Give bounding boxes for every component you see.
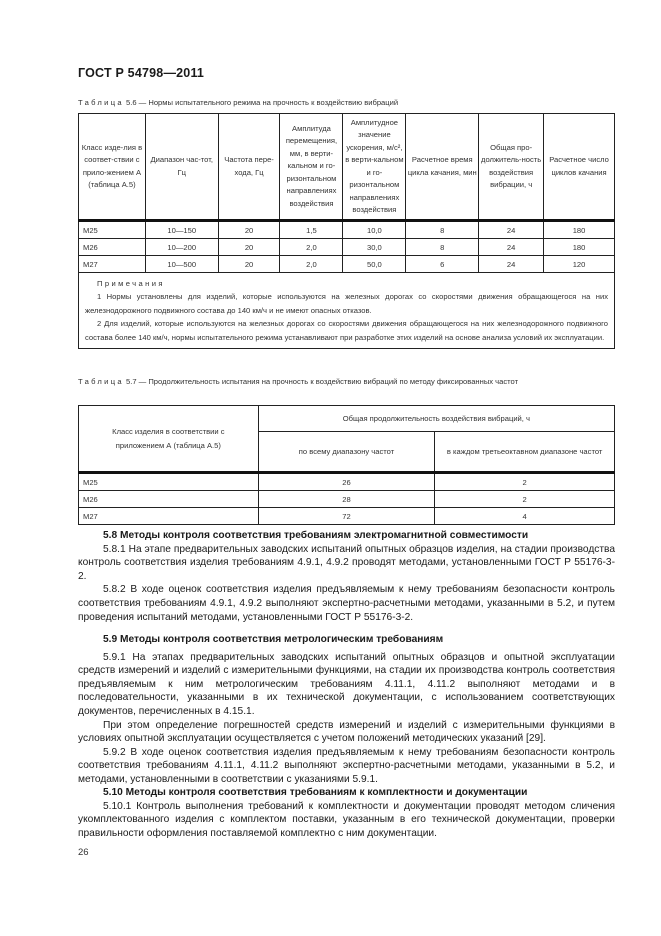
caption-text: 5.7 — Продолжительность испытания на прочность к воздействию вибраций по методу фиксированных частот	[123, 377, 519, 386]
header-acceleration-amplitude: Амплитудное значение ускорения, м/с², в верти-кальном и го-ризонтальном направлениях воздействия	[343, 114, 406, 221]
notes-title: Примечания	[97, 279, 165, 288]
cell: 2,0	[280, 256, 343, 273]
cell: 2,0	[280, 239, 343, 256]
paragraph: При этом определение погрешностей средств измерений и изделий с измерительными функциями в условиях опытной эксплуатации осуществляется с учетом положений методических указаний [29].	[78, 719, 615, 745]
cell: 20	[218, 239, 280, 256]
cell: 24	[479, 256, 544, 273]
cell: 2	[435, 491, 615, 508]
note-2: 2 Для изделий, которые используются на железных дорогах со скоростями движения обращающегося на них железнодорожного подвижного состава более 140 км/ч, нормы испытательного режима устанавливают при разработке этих изделий на основе анализа условий их эксплуатации.	[85, 319, 608, 342]
header-class: Класс изде-лия в соответ-ствии с прило-жением А (таблица А.5)	[79, 114, 146, 221]
table-row	[79, 239, 615, 256]
cell: 10—200	[145, 239, 218, 256]
table-5-7-caption	[78, 375, 615, 388]
cell: 10—150	[145, 221, 218, 239]
cell: 20	[218, 221, 280, 239]
header-displacement-amplitude: Амплитуда перемещения, мм, в верти-кальном и го-ризонтальном направлениях воздействия	[280, 114, 343, 221]
cell: 180	[544, 221, 615, 239]
cell: 24	[479, 221, 544, 239]
table-header-row	[79, 406, 615, 432]
cell: М27	[79, 508, 259, 525]
document-header: ГОСТ Р 54798—2011	[78, 66, 205, 80]
cell: 120	[544, 256, 615, 273]
header-crossover-frequency: Частота пере-хода, Гц	[218, 114, 280, 221]
header-frequency-range: Диапазон час-тот, Гц	[145, 114, 218, 221]
caption-text: 5.6 — Нормы испытательного режима на прочность к воздействию вибраций	[123, 98, 399, 107]
cell: М26	[79, 239, 146, 256]
cell: 2	[435, 473, 615, 491]
cell: 24	[479, 239, 544, 256]
paragraph: 5.10.1 Контроль выполнения требований к комплектности и документации проводят методом сличения укомплектованного изделия с комплектом поставки, указанным в его технической документации, проверки правильности оформления поставляемой комплектно с ним документации.	[78, 800, 615, 839]
notes-row	[79, 273, 615, 349]
cell: М26	[79, 491, 259, 508]
header-total-duration: Общая про-должитель-ность воздействия вибрации, ч	[479, 114, 544, 221]
caption-prefix: Таблица	[78, 98, 124, 107]
header-total-duration: Общая продолжительность воздействия вибраций, ч	[258, 406, 614, 432]
table-row	[79, 491, 615, 508]
section-heading: 5.8 Методы контроля соответствия требованиям электромагнитной совместимости	[103, 530, 529, 541]
cell: 30,0	[343, 239, 406, 256]
cell: 10—500	[145, 256, 218, 273]
cell: 10,0	[343, 221, 406, 239]
section-5-9	[78, 633, 615, 787]
table-row	[79, 508, 615, 525]
note-1: 1 Нормы установлены для изделий, которые используются на железных дорогах со скоростями движения обращающегося на них железнодорожного подвижного состава до 140 км/ч и не имеют опасных отказов.	[85, 292, 608, 315]
section-5-10	[78, 786, 615, 840]
page-number: 26	[78, 847, 89, 858]
header-third-octave: в каждом третьеоктавном диапазоне частот	[435, 432, 615, 473]
section-heading: 5.9 Методы контроля соответствия метрологическим требованиям	[103, 634, 444, 645]
cell: 50,0	[343, 256, 406, 273]
cell: 6	[406, 256, 479, 273]
section-5-8	[78, 529, 615, 624]
paragraph: 5.9.2 В ходе оценок соответствия изделия предъявляемым к нему требованиям безопасности контроль соответствия требованиям 4.11.1, 4.11.2 выполняют экспертно-расчетными методами, указанными в 5.2, и методами, установленными в соответствии с указаниями 5.9.1.	[78, 746, 615, 785]
table-header-row	[79, 114, 615, 221]
table-row	[79, 473, 615, 491]
table-row	[79, 221, 615, 239]
cell: 26	[258, 473, 435, 491]
header-full-range: по всему диапазону частот	[258, 432, 435, 473]
caption-prefix: Таблица	[78, 377, 124, 386]
table-5-7	[78, 405, 615, 525]
cell: 20	[218, 256, 280, 273]
cell: 28	[258, 491, 435, 508]
paragraph: 5.9.1 На этапах предварительных заводских испытаний опытных образцов и опытной эксплуатации средств измерений и изделий с измерительными функциями, на стадии их производства контроль соответствия предъявляемым к ним метрологическим требованиям 4.11.1, 4.11.2 выполняют методами и в последовательности, указанными в их технической документации, с использованием соответствующих документов, перечисленных в 4.15.1.	[78, 651, 615, 717]
table-5-6-caption	[78, 96, 398, 109]
cell: М25	[79, 473, 259, 491]
cell: 8	[406, 239, 479, 256]
paragraph: 5.8.1 На этапе предварительных заводских испытаний опытных образцов изделия, на стадии производства контроль соответствия изделия требованиям 4.9.1, 4.9.2 проводят методами, установленными ГОСТ Р 55176-3-2.	[78, 543, 615, 582]
cell: 72	[258, 508, 435, 525]
table-row	[79, 256, 615, 273]
section-heading: 5.10 Методы контроля соответствия требованиям к комплектности и документации	[103, 787, 528, 798]
cell: 4	[435, 508, 615, 525]
header-cycle-time: Расчетное время цикла качания, мин	[406, 114, 479, 221]
header-cycle-count: Расчетное число циклов качания	[544, 114, 615, 221]
cell: М27	[79, 256, 146, 273]
cell: М25	[79, 221, 146, 239]
table-5-6	[78, 113, 615, 349]
paragraph: 5.8.2 В ходе оценок соответствия изделия предъявляемым к нему требованиям безопасности контроль соответствия требованиям 4.9.1, 4.9.2 выполняют экспертно-расчетными методами, указанными в 5.2, и путем проведения испытаний методами, установленными ГОСТ Р 55176-3-2.	[78, 584, 615, 623]
cell: 180	[544, 239, 615, 256]
header-class: Класс изделия в соответствии с приложением А (таблица А.5)	[79, 406, 259, 473]
cell: 1,5	[280, 221, 343, 239]
cell: 8	[406, 221, 479, 239]
table-notes	[79, 273, 615, 349]
